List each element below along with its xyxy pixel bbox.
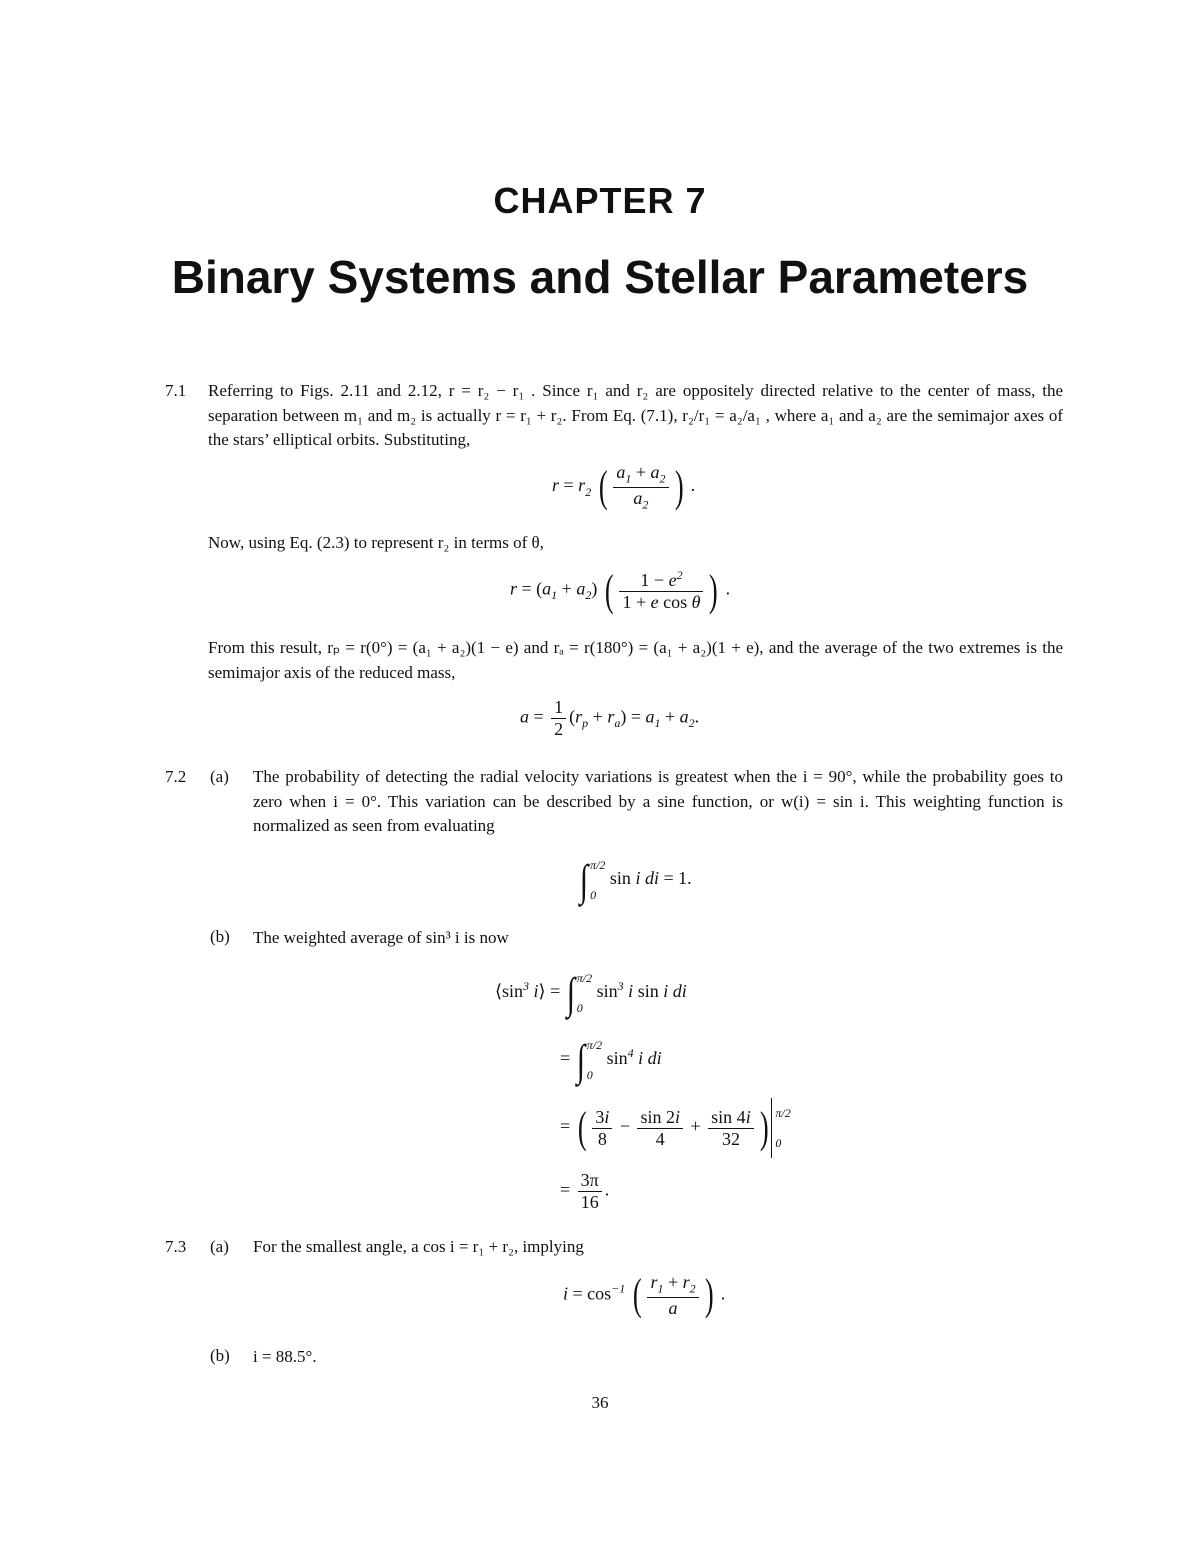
part-label-7-3-a: (a) [210,1237,229,1256]
part-label-7-2-a: (a) [210,767,229,786]
equation-7-1-c: a = $\frac{1}{2}$ $(r_p + r_a) = a_1 + a_2$. [520,697,700,739]
problem-7-2-b-text: The weighted average of sin³ i is now [253,928,509,947]
problem-number-7-2: 7.2 [165,767,187,786]
part-label-7-2-b: (b) [210,927,230,946]
problem-7-2-a-text: The probability of detecting the radial velocity variations is greatest when the i = 90°, while the probability goes to zero when i = 0°. This variation can be described by a sine function, or w(i) = sin i. This weighting function is normalized as seen from evaluating [253,767,1063,835]
equation-7-2-avg-4: = $\frac{3\pi}{16}$ . [560,1170,610,1212]
equation-7-2-avg-2: = ∫ π/2 0 $\sin^4 i$ di [560,1035,662,1085]
problem-number-7-1: 7.1 [165,381,187,400]
part-label-7-3-b: (b) [210,1346,230,1365]
problem-7-1-text-2: Now, using Eq. (2.3) to represent r₂ in terms of θ, [208,533,544,552]
equation-7-2-avg-1: $⟨\sin^3$ i⟩ = ∫ π/2 0 $\sin^3 i$ sin i di [495,968,687,1018]
equation-7-2-avg-3: = ( $\frac{3i}{8}$ − $\frac{\sin 2i}{4}$ + $\frac{\sin 4i}{32}$ ) π/2 0 [560,1098,791,1158]
equation-7-1-a: $r = r_2$ ( $\frac{a_1 + a_2}{a_2}$ ) . [552,462,696,512]
problem-7-3-b-text: i = 88.5°. [253,1347,317,1366]
problem-7-3-a-text: For the smallest angle, a cos i = r₁ + r₂, implying [253,1237,584,1256]
equation-7-2-norm: ∫ π/2 0 sin i di = 1. [579,855,692,905]
chapter-title: Binary Systems and Stellar Parameters [171,251,1029,303]
problem-7-1-text-3: From this result, rₚ = r(0°) = (a₁ + a₂)(1 − e) and rₐ = r(180°) = (a₁ + a₂)(1 + e), and the average of the two extremes is the semimajor axis of the reduced mass, [208,638,1063,682]
equation-7-3-i: $i = \cos^{-1}$ ( $\frac{r_1 + r_2}{a}$ ) . [563,1270,726,1320]
equation-7-1-b: $r = (a_1 + a_2)$ ( $\frac{1 - e^2}{\text{1 + e cos θ}}$ ) . [510,565,731,615]
problem-7-1-intro: Referring to Figs. 2.11 and 2.12, r = r₂ − r₁ . Since r₁ and r₂ are oppositely directed relative to the center of mass, the separation between m₁ and m₂ is actually r = r₁ + r₂. From Eq. (7.1), r₂/r₁ = a₂/a₁ , where a₁ and a₂ are the semimajor axes of the stars’ elliptical orbits. Substituting, [208,381,1063,449]
page-number: 36 [591,1393,609,1412]
chapter-label: CHAPTER 7 [493,180,707,221]
problem-number-7-3: 7.3 [165,1237,187,1256]
